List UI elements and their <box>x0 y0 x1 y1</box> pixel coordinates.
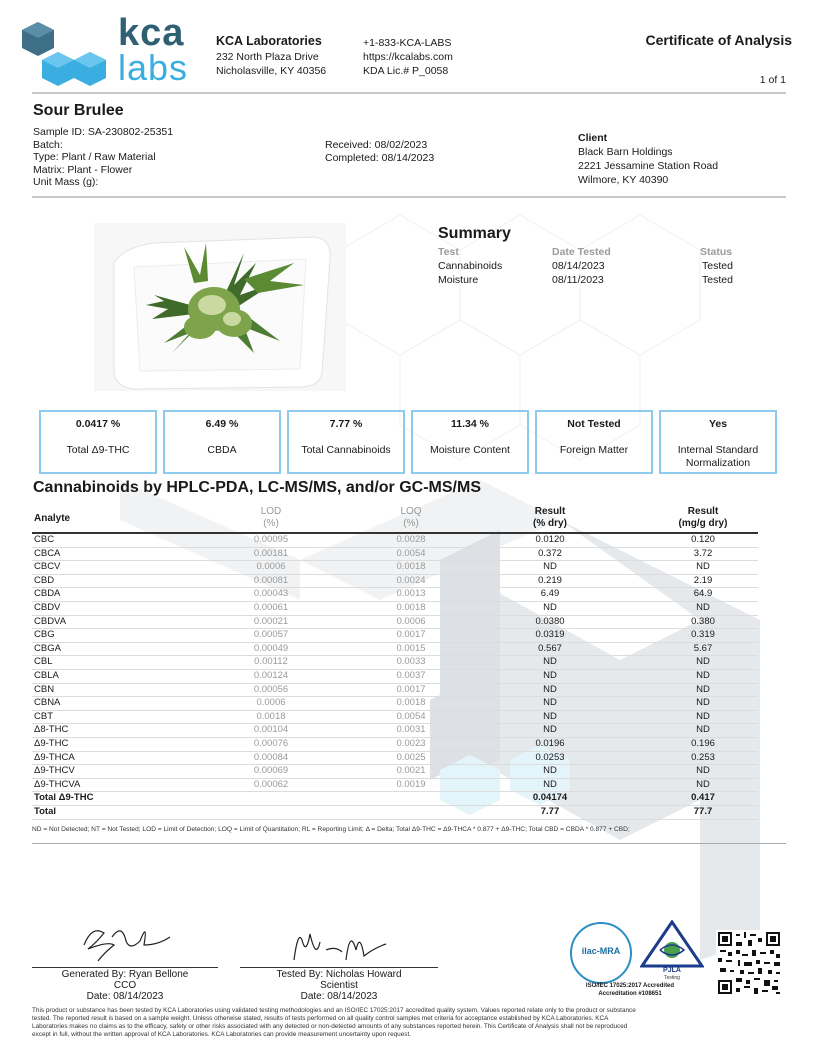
result-pct-value: 0.0120 <box>535 534 565 545</box>
result-pct-value: 0.0380 <box>535 615 565 627</box>
summary-header-date: Date Tested <box>552 246 611 258</box>
kpi-label: Moisture Content <box>430 444 510 456</box>
analyte-name: CBN <box>34 683 55 695</box>
tested-date: Date: 08/14/2023 <box>300 991 378 1002</box>
iso-line2: Accreditation #108651 <box>598 990 662 997</box>
kpi-label: CBDA <box>207 444 237 456</box>
lab-address-line1: 232 North Plaza Drive <box>216 51 319 63</box>
loq-value: 0.0017 <box>396 683 426 695</box>
kpi-moisture <box>411 410 529 474</box>
col-result-mg-header <box>648 506 758 530</box>
cannabinoids-section-title: Cannabinoids by HPLC-PDA, LC-MS/MS, and/or GC-MS/MS <box>33 479 481 496</box>
iso-accreditation <box>560 983 700 998</box>
analyte-name: CBLA <box>34 670 59 681</box>
result-mg-value: 0.120 <box>691 534 715 545</box>
disclaimer-line: This product or substance has been tested by KCA Laboratories using validated testing methodologies and an ISO/IEC 17025:2017 accredited quality system. Values reported relate only to the product or substance <box>32 1007 636 1014</box>
result-pct-value: ND <box>543 656 557 668</box>
result-pct-value: ND <box>543 683 557 695</box>
header-divider <box>32 92 786 94</box>
result-pct-value: ND <box>543 602 557 613</box>
table-row <box>32 778 758 792</box>
result-pct-value: 0.372 <box>538 547 562 559</box>
col-result-pct-unit: (% dry) <box>533 518 567 529</box>
sample-divider <box>32 196 786 198</box>
table-total-row <box>32 791 758 805</box>
received-date: Received: 08/02/2023 <box>325 139 428 151</box>
result-mg-value: 77.7 <box>693 806 713 817</box>
summary-header-status: Status <box>700 246 733 258</box>
generated-date: Date: 08/14/2023 <box>86 991 164 1002</box>
legal-disclaimer <box>32 1007 788 1039</box>
signature-nicholas-howard <box>286 920 396 970</box>
col-lod-label: LOD <box>260 506 282 517</box>
result-pct-value: ND <box>543 724 557 736</box>
result-pct-value: ND <box>543 670 557 681</box>
result-pct-value: ND <box>543 710 557 722</box>
analyte-name: CBCV <box>34 561 61 573</box>
signature-ryan-bellone <box>78 915 178 965</box>
kpi-value: 6.49 % <box>205 418 239 430</box>
signature-block-right <box>240 969 438 1002</box>
col-analyte-header: Analyte <box>34 513 71 524</box>
analyte-name: Total Δ9-THC <box>34 792 94 804</box>
loq-value: 0.0019 <box>396 778 426 790</box>
lod-value: 0.00104 <box>253 724 289 736</box>
lab-contact <box>363 36 453 78</box>
logo-text-kca: kca <box>118 12 185 54</box>
result-mg-value: ND <box>696 683 710 695</box>
loq-value: 0.0013 <box>396 588 426 600</box>
table-row <box>32 642 758 656</box>
kpi-value: Yes <box>708 418 728 430</box>
result-mg-value: ND <box>696 710 710 722</box>
result-pct-value: 0.219 <box>538 574 562 586</box>
lab-address-line2: Nicholasville, KY 40356 <box>216 65 327 77</box>
table-row <box>32 560 758 574</box>
result-mg-value: 5.67 <box>693 642 713 654</box>
kpi-total-d9-thc <box>39 410 157 474</box>
table-row <box>32 615 758 629</box>
result-mg-value: 0.319 <box>691 629 715 641</box>
lod-value: 0.00112 <box>254 656 288 668</box>
result-mg-value: 0.380 <box>691 615 715 627</box>
loq-value: 0.0054 <box>396 710 426 722</box>
analyte-name: CBDVA <box>34 615 67 627</box>
client-city: Wilmore, KY 40390 <box>578 174 669 186</box>
lod-value: 0.00069 <box>253 765 289 777</box>
row-divider <box>32 819 758 820</box>
col-lod-unit: (%) <box>263 518 279 529</box>
sample-type: Type: Plant / Raw Material <box>33 151 156 163</box>
pjla-text: PJLA <box>663 967 681 974</box>
table-row <box>32 655 758 669</box>
generated-by: Generated By: Ryan Bellone <box>61 969 189 980</box>
lod-value: 0.00057 <box>253 629 289 641</box>
loq-value: 0.0031 <box>396 724 426 736</box>
col-loq-header <box>356 506 466 530</box>
kpi-value: 11.34 % <box>451 418 489 430</box>
lab-name: KCA Laboratories <box>216 34 322 48</box>
result-mg-value: ND <box>696 697 710 709</box>
result-mg-value: ND <box>696 724 710 736</box>
signature-block-left <box>32 969 218 1002</box>
loq-value: 0.0025 <box>396 751 426 763</box>
result-mg-value: 0.417 <box>691 792 715 804</box>
client-heading: Client <box>578 132 608 144</box>
disclaimer-line: tested. The reported result is based on a sample weight. Unless otherwise stated, results of tests performed on all quality control samples met criteria for acceptance established by KCA Laboratories. KCA <box>32 1015 609 1022</box>
kpi-label: Foreign Matter <box>559 444 629 456</box>
result-mg-value: ND <box>696 602 710 613</box>
result-pct-value: 7.77 <box>540 806 560 817</box>
summary-header-test: Test <box>438 246 459 258</box>
kpi-label: Total Δ9-THC <box>66 444 130 456</box>
lod-value: 0.00061 <box>253 602 289 613</box>
result-pct-value: ND <box>543 765 557 777</box>
result-mg-value: ND <box>696 778 710 790</box>
table-row <box>32 710 758 724</box>
footnote-divider <box>32 843 786 844</box>
sample-id: Sample ID: SA-230802-25351 <box>33 126 174 138</box>
sample-unit-mass: Unit Mass (g): <box>33 176 99 188</box>
table-row <box>32 628 758 642</box>
result-mg-value: 64.9 <box>693 588 713 600</box>
lab-phone: +1-833-KCA-LABS <box>363 37 452 49</box>
result-mg-value: ND <box>696 561 710 573</box>
lod-value: 0.00062 <box>253 778 289 790</box>
loq-value: 0.0037 <box>396 670 426 681</box>
lab-website[interactable]: https://kcalabs.com <box>363 51 453 63</box>
result-mg-value: ND <box>696 656 710 668</box>
table-total-row <box>32 805 758 819</box>
summary-title: Summary <box>438 225 511 242</box>
summary-status-cannabinoids: Tested <box>702 260 733 272</box>
loq-value: 0.0054 <box>396 547 426 559</box>
col-loq-unit: (%) <box>403 518 419 529</box>
table-row <box>32 683 758 697</box>
summary-test-moisture: Moisture <box>438 274 479 286</box>
result-pct-value: 0.0319 <box>535 629 565 641</box>
table-row <box>32 764 758 778</box>
lod-value: 0.00076 <box>253 738 289 749</box>
result-pct-value: ND <box>543 697 557 709</box>
loq-value: 0.0015 <box>396 642 426 654</box>
client-info <box>578 131 718 187</box>
result-mg-value: ND <box>696 670 710 681</box>
table-row <box>32 737 758 751</box>
sample-photo <box>94 223 346 391</box>
completed-date: Completed: 08/14/2023 <box>325 151 435 164</box>
analyte-name: Δ8-THC <box>34 724 69 736</box>
analyte-name: Δ9-THCVA <box>34 778 81 790</box>
summary-date-cannabinoids: 08/14/2023 <box>552 260 605 272</box>
kpi-value: 0.0417 % <box>75 418 121 430</box>
col-lod-header <box>216 506 326 530</box>
ilac-mra-logo <box>570 922 632 984</box>
kpi-foreign-matter <box>535 410 653 474</box>
kpi-value: 7.77 % <box>329 418 363 430</box>
qr-code-icon[interactable] <box>716 930 782 996</box>
lod-value: 0.0006 <box>256 697 286 709</box>
analyte-name: CBDV <box>34 602 61 613</box>
result-mg-value: 0.196 <box>691 738 715 749</box>
result-pct-value: 6.49 <box>540 588 560 600</box>
client-name: Black Barn Holdings <box>578 146 673 158</box>
lod-value: 0.00084 <box>253 751 289 763</box>
pjla-logo-icon <box>640 920 704 968</box>
lod-value: 0.00095 <box>253 534 289 545</box>
analyte-name: CBGA <box>34 642 61 654</box>
table-row <box>32 533 758 547</box>
table-footnote: ND = Not Detected; NT = Not Tested; LOD = Limit of Detection; LOQ = Limit of Quantitation; RL = Reporting Limit; Δ = Delta; Total Δ9-THC = Δ9-THCA * 0.877 + Δ9-THC; Total CBD = CBDA * 0.877 + CBD; <box>32 826 630 833</box>
loq-value: 0.0023 <box>396 738 426 749</box>
kpi-total-cannabinoids <box>287 410 405 474</box>
result-pct-value: 0.04174 <box>532 792 568 804</box>
kpi-label: Internal Standard Normalization <box>677 444 759 469</box>
signature-line-left <box>32 967 218 968</box>
lod-value: 0.00124 <box>253 670 289 681</box>
result-mg-value: 3.72 <box>693 547 713 559</box>
analyte-name: CBT <box>34 710 53 722</box>
sample-matrix: Matrix: Plant - Flower <box>33 163 133 176</box>
lod-value: 0.0006 <box>256 561 286 573</box>
tested-by: Tested By: Nicholas Howard <box>276 969 402 980</box>
summary-status-moisture: Tested <box>702 274 733 286</box>
lod-value: 0.00056 <box>253 683 289 695</box>
loq-value: 0.0021 <box>396 765 426 777</box>
lab-logo <box>20 14 200 92</box>
client-street: 2221 Jessamine Station Road <box>578 160 719 172</box>
table-row <box>32 723 758 737</box>
analyte-name: CBD <box>34 574 55 586</box>
kpi-internal-standard <box>659 410 777 474</box>
logo-cubes-icon <box>20 18 112 90</box>
col-result-pct-label: Result <box>534 506 566 517</box>
table-row <box>32 669 758 683</box>
loq-value: 0.0018 <box>396 561 426 573</box>
lod-value: 0.00043 <box>253 588 289 600</box>
analyte-name: CBG <box>34 629 55 641</box>
col-result-pct-header <box>495 506 605 530</box>
kpi-label: Total Cannabinoids <box>301 444 391 456</box>
table-row <box>32 587 758 601</box>
loq-value: 0.0017 <box>396 629 426 641</box>
sample-name: Sour Brulee <box>33 102 124 119</box>
loq-value: 0.0033 <box>396 656 426 668</box>
lod-value: 0.0018 <box>256 710 286 722</box>
table-row <box>32 696 758 710</box>
pjla-sub: Testing <box>664 975 680 981</box>
loq-value: 0.0006 <box>396 615 426 627</box>
analyte-name: Δ9-THCV <box>34 765 75 777</box>
col-loq-label: LOQ <box>400 506 422 517</box>
result-pct-value: 0.0196 <box>535 738 565 749</box>
result-pct-value: 0.0253 <box>535 751 565 763</box>
col-result-mg-unit: (mg/g dry) <box>678 518 728 529</box>
sample-dates <box>325 139 434 164</box>
lod-value: 0.00181 <box>253 547 289 559</box>
table-row <box>32 751 758 765</box>
analyte-name: CBC <box>34 534 55 545</box>
sample-batch: Batch: <box>33 138 63 151</box>
table-row <box>32 547 758 561</box>
document-title: Certificate of Analysis <box>645 32 792 48</box>
kpi-value: Not Tested <box>567 418 621 430</box>
result-pct-value: ND <box>543 561 557 573</box>
page-count: 1 of 1 <box>759 74 786 86</box>
disclaimer-line: Laboratories makes no claims as to the efficacy, safety or other risks associated with any detected or non-detected amounts of any substances reported herein. This Certificate of Analysis shall not be reproduced <box>32 1023 628 1030</box>
lod-value: 0.00021 <box>253 615 289 627</box>
kpi-cbda <box>163 410 281 474</box>
loq-value: 0.0028 <box>396 534 426 545</box>
analyte-name: CBCA <box>34 547 61 559</box>
tested-by-title: Scientist <box>320 980 358 991</box>
analyte-name: Total <box>34 806 56 817</box>
analyte-name: Δ9-THC <box>34 738 69 749</box>
lab-info <box>216 34 326 78</box>
analyte-name: CBNA <box>34 697 61 709</box>
disclaimer-line: except in full, without the written approval of KCA Laboratories. KCA Laboratories can provide measurement uncertainty upon request. <box>32 1031 412 1038</box>
iso-line1: ISO/IEC 17025:2017 Accredited <box>585 983 675 989</box>
result-pct-value: 0.567 <box>538 642 562 654</box>
lod-value: 0.00049 <box>253 642 289 654</box>
table-row <box>32 601 758 615</box>
analyte-name: CBL <box>34 656 53 668</box>
sample-details <box>33 126 173 189</box>
logo-text-labs: labs <box>118 47 189 88</box>
summary-date-moisture: 08/11/2023 <box>552 274 604 286</box>
loq-value: 0.0018 <box>396 697 426 709</box>
result-mg-value: 0.253 <box>691 751 715 763</box>
lod-value: 0.00081 <box>253 574 289 586</box>
result-mg-value: 2.19 <box>693 574 713 586</box>
result-pct-value: ND <box>543 778 557 790</box>
ilac-mra-text: ilac-MRA <box>581 946 621 956</box>
summary-test-cannabinoids: Cannabinoids <box>438 260 503 272</box>
lab-license: KDA Lic.# P_0058 <box>363 65 449 77</box>
result-mg-value: ND <box>696 765 710 777</box>
generated-by-title: CCO <box>113 980 137 991</box>
col-result-mg-label: Result <box>687 506 719 517</box>
loq-value: 0.0018 <box>396 602 426 613</box>
table-row <box>32 574 758 588</box>
cannabis-flower-image <box>94 223 346 391</box>
signature-line-right <box>240 967 438 968</box>
loq-value: 0.0024 <box>396 574 426 586</box>
analyte-name: Δ9-THCA <box>34 751 75 763</box>
analyte-name: CBDA <box>34 588 61 600</box>
